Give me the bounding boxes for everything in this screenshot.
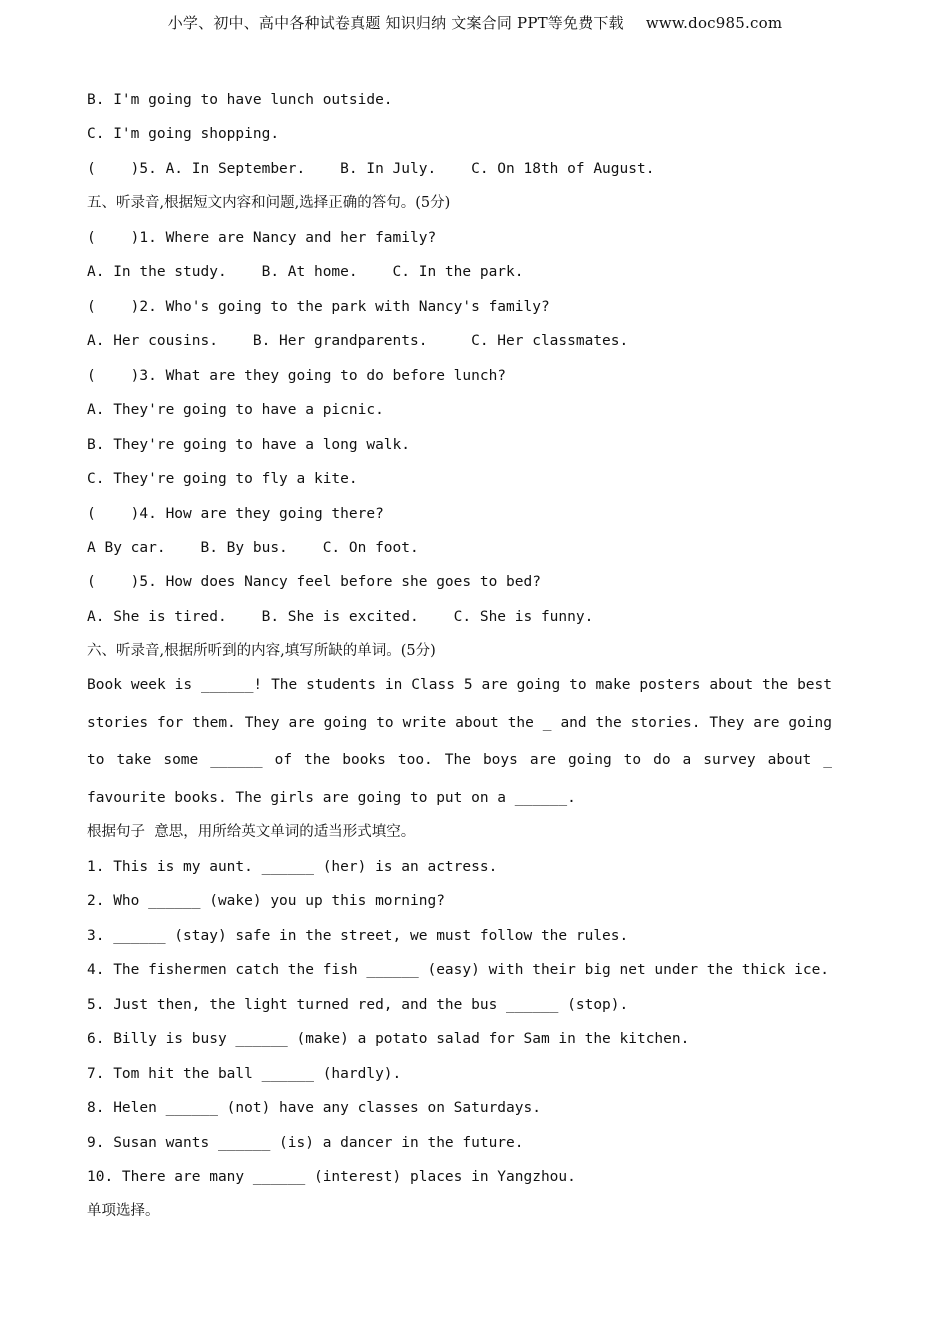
fill-item-1: 1. This is my aunt. ______ (her) is an actress.	[87, 859, 498, 875]
fill-item-3: 3. ______ (stay) safe in the street, we must follow the rules.	[87, 928, 629, 944]
section-7-title: 根据句子 意思，用所给英文单词的适当形式填空。	[87, 824, 416, 840]
fill-item-10: 10. There are many ______ (interest) places in Yangzhou.	[87, 1169, 576, 1185]
header-text: 小学、初中、高中各种试卷真题 知识归纳 文案合同 PPT等免费下载	[167, 14, 624, 32]
question-5-4-options: A By car. B. By bus. C. On foot.	[87, 540, 419, 556]
fill-item-5: 5. Just then, the light turned red, and the bus ______ (stop).	[87, 997, 629, 1013]
fill-item-8: 8. Helen ______ (not) have any classes on Saturdays.	[87, 1100, 541, 1116]
question-5-2-options: A. Her cousins. B. Her grandparents. C. Her classmates.	[87, 333, 629, 349]
section-6-title: 六、听录音,根据所听到的内容,填写所缺的单词。(5分)	[87, 643, 436, 659]
fill-item-4: 4. The fishermen catch the fish ______ (easy) with their big net under the thick ice.	[87, 962, 830, 978]
question-5-5: ( )5. How does Nancy feel before she goes to bed?	[87, 574, 541, 590]
section-5-title: 五、听录音,根据短文内容和问题,选择正确的答句。(5分)	[87, 195, 451, 211]
question-5-3-option-c: C. They're going to fly a kite.	[87, 471, 358, 487]
question-5-3-option-b: B. They're going to have a long walk.	[87, 437, 411, 453]
page-header	[0, 12, 950, 33]
fill-item-9: 9. Susan wants ______ (is) a dancer in the future.	[87, 1135, 524, 1151]
question-5-3: ( )3. What are they going to do before lunch?	[87, 368, 507, 384]
fill-item-6: 6. Billy is busy ______ (make) a potato salad for Sam in the kitchen.	[87, 1031, 690, 1047]
fill-item-7: 7. Tom hit the ball ______ (hardly).	[87, 1066, 402, 1082]
question-5-4: ( )4. How are they going there?	[87, 506, 384, 522]
question-4-5: ( )5. A. In September. B. In July. C. On 18th of August.	[87, 161, 655, 177]
question-5-2: ( )2. Who's going to the park with Nancy's family?	[87, 299, 550, 315]
question-5-3-option-a: A. They're going to have a picnic.	[87, 402, 384, 418]
question-5-1-options: A. In the study. B. At home. C. In the park.	[87, 264, 524, 280]
option-b: B. I'm going to have lunch outside.	[87, 92, 393, 108]
question-5-1: ( )1. Where are Nancy and her family?	[87, 230, 437, 246]
header-site: www.doc985.com	[645, 14, 783, 32]
option-c: C. I'm going shopping.	[87, 126, 280, 142]
fill-item-2: 2. Who ______ (wake) you up this morning?	[87, 893, 445, 909]
question-5-5-options: A. She is tired. B. She is excited. C. She is funny.	[87, 609, 594, 625]
section-6-passage: Book week is ______! The students in Class 5 are going to make posters about the best stories for them. They are going to write about the _ and the stories. They are going to take some ______ of the books too. The boys are going to do a survey about _ favourite books. The girls are going to put on a ______.	[87, 677, 832, 806]
section-8-title: 单项选择。	[87, 1203, 160, 1219]
